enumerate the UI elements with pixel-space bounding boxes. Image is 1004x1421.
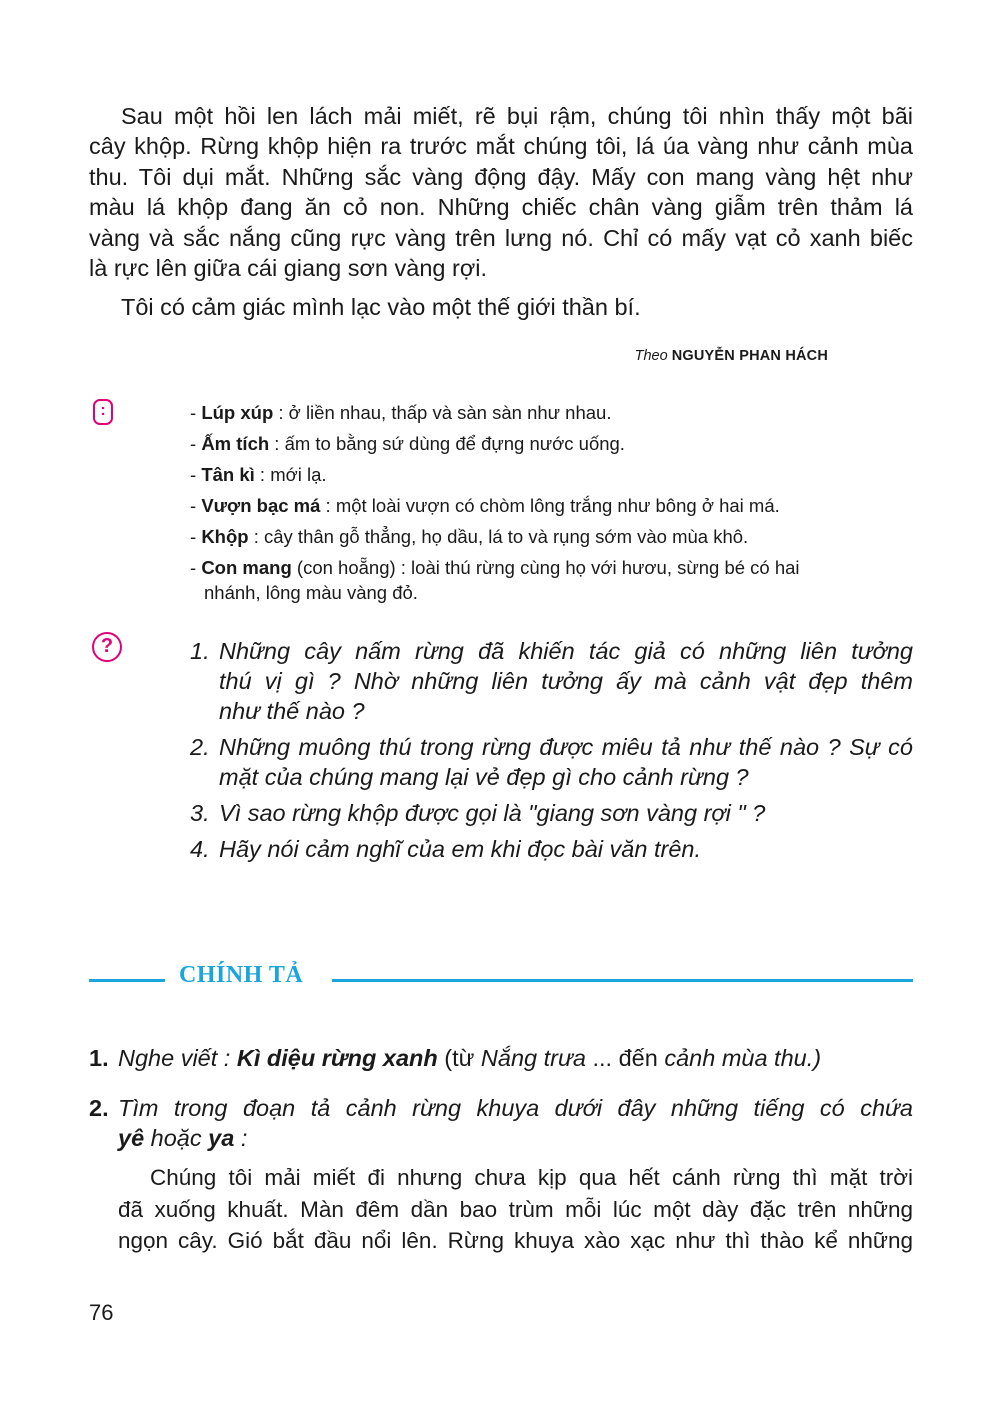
- task-2-line: [118, 1123, 913, 1153]
- task-1-title: Kì diệu rừng xanh: [236, 1045, 438, 1071]
- glossary-def: : ấm to bằng sứ dùng để đựng nước uống.: [269, 433, 625, 454]
- task-2-text: [89, 1093, 913, 1154]
- glossary-term: Tân kì: [201, 464, 255, 485]
- page-number: 76: [89, 1300, 114, 1325]
- glossary-list: [190, 397, 910, 605]
- task-1-text: [89, 1043, 913, 1073]
- task-2-passage: [118, 1162, 913, 1257]
- task-1-lead: Nghe viết :: [118, 1045, 237, 1071]
- task-1-open: (từ: [437, 1045, 481, 1071]
- question-line: Những muông thú trong rừng được miêu tả như thế nào ? Sự có: [219, 734, 913, 760]
- task-number: 1.: [89, 1045, 109, 1071]
- section-rule-left: [89, 979, 165, 982]
- glossary-def-continued: nhánh, lông màu vàng đỏ.: [204, 582, 418, 603]
- question-number: 1.: [190, 638, 210, 664]
- question-number: 4.: [190, 836, 210, 862]
- question-icon-symbol: ?: [100, 635, 114, 657]
- passage-line: Chúng tôi mải miết đi nhưng chưa kịp qua hết cánh rừng thì mặt trời: [150, 1165, 913, 1190]
- glossary-item: - Lúp xúp : ở liền nhau, thấp và sàn sàn như nhau.: [190, 402, 612, 423]
- question-item: [190, 834, 913, 864]
- task-1-to: cảnh mùa thu.: [664, 1045, 814, 1071]
- credit-theo: Theo: [634, 348, 668, 364]
- glossary-item: - Con mang (con hoẵng) : loài thú rừng cùng họ với hươu, sừng bé có hai nhánh, lông màu vàng đỏ.: [190, 552, 910, 605]
- story-line: là rực lên giữa cái giang sơn vàng rợi.: [89, 255, 487, 282]
- questions-list: [190, 636, 913, 870]
- story-line: Tôi có cảm giác mình lạc vào một thế giới thần bí.: [121, 294, 641, 320]
- glossary-def: : một loài vượn có chòm lông trắng như bông ở hai má.: [320, 495, 780, 516]
- passage-line: ngọn cây. Gió bắt đầu nổi lên. Rừng khuya xào xạc như thì thào kể những: [118, 1228, 913, 1253]
- story-line: vàng và sắc nắng cũng rực vàng trên lưng nó. Chỉ có mấy vạt cỏ xanh biếc: [89, 224, 913, 251]
- glossary-def: : cây thân gỗ thẳng, họ dầu, lá to và rụng sớm vào mùa khô.: [248, 526, 749, 547]
- question-item: [190, 732, 913, 792]
- glossary-term: Ấm tích: [201, 433, 270, 454]
- question-line: thú vị gì ? Nhờ những liên tưởng ấy mà cảnh vật đẹp thêm: [219, 668, 913, 694]
- task-2-line: Tìm trong đoạn tả cảnh rừng khuya dưới đây những tiếng có chứa: [118, 1095, 913, 1121]
- glossary-item: - Khộp : cây thân gỗ thẳng, họ dầu, lá to và rụng sớm vào mùa khô.: [190, 526, 749, 547]
- section-rule-right: [332, 979, 913, 982]
- question-icon: [92, 632, 122, 662]
- question-line: mặt của chúng mang lại vẻ đẹp gì cho cảnh rừng ?: [219, 764, 749, 790]
- task-2: [89, 1093, 913, 1154]
- glossary-item: - Ấm tích : ấm to bằng sứ dùng để đựng nước uống.: [190, 433, 625, 454]
- task-number: 2.: [89, 1095, 109, 1121]
- question-number: 3.: [190, 800, 210, 826]
- question-line: Những cây nấm rừng đã khiến tác giả có những liên tưởng: [219, 638, 913, 664]
- glossary-item: - Tân kì : mới lạ.: [190, 464, 327, 485]
- story-paragraph-1: [89, 101, 913, 283]
- section-title: CHÍNH TẢ: [179, 962, 304, 988]
- task-2-hoac: hoặc: [144, 1125, 209, 1152]
- glossary-def: : mới lạ.: [254, 464, 327, 485]
- task-1-from: Nắng trưa: [480, 1045, 586, 1071]
- question-line: như thế nào ?: [219, 698, 365, 724]
- glossary-term: Con mang: [201, 557, 292, 578]
- task-1-close: ): [813, 1045, 822, 1071]
- task-2-ye: yê: [118, 1125, 145, 1152]
- story-line: Sau một hồi len lách mải miết, rẽ bụi rậm, chúng tôi nhìn thấy một bãi: [121, 103, 913, 129]
- question-number: 2.: [190, 734, 210, 760]
- story-line: cây khộp. Rừng khộp hiện ra trước mắt chúng tôi, lá úa vàng như cảnh mùa: [89, 133, 913, 160]
- story-line: thu. Tôi dụi mắt. Những sắc vàng động đậy. Mấy con mang vàng hệt như: [89, 163, 913, 190]
- author-credit: [635, 348, 828, 364]
- task-1: [89, 1043, 913, 1073]
- credit-author: NGUYỄN PHAN HÁCH: [671, 348, 828, 364]
- question-item: [190, 798, 913, 828]
- passage-line: đã xuống khuất. Màn đêm dần bao trùm mỗi lúc một dày đặc trên những: [118, 1196, 913, 1222]
- question-item: [190, 636, 913, 726]
- glossary-icon-symbol: :: [100, 402, 106, 419]
- story-line: màu lá khộp đang ăn cỏ non. Những chiếc chân vàng giẫm trên thảm lá: [89, 194, 913, 221]
- story-paragraph-2: [89, 292, 913, 322]
- glossary-icon: [93, 399, 113, 425]
- glossary-term: Khộp: [201, 526, 249, 547]
- glossary-item: - Vượn bạc má : một loài vượn có chòm lông trắng như bông ở hai má.: [190, 495, 780, 516]
- task-2-colon: :: [234, 1125, 248, 1152]
- question-line: Vì sao rừng khộp được gọi là "giang sơn vàng rợi " ?: [219, 800, 766, 826]
- glossary-term: Vượn bạc má: [201, 495, 321, 516]
- task-2-ya: ya: [208, 1125, 235, 1152]
- question-line: Hãy nói cảm nghĩ của em khi đọc bài văn trên.: [219, 836, 702, 862]
- glossary-term: Lúp xúp: [201, 402, 274, 423]
- glossary-def: (con hoẵng) : loài thú rừng cùng họ với hươu, sừng bé có hai: [291, 557, 800, 578]
- glossary-def: : ở liền nhau, thấp và sàn sàn như nhau.: [273, 402, 612, 423]
- task-1-ellipsis: ... đến: [585, 1045, 665, 1071]
